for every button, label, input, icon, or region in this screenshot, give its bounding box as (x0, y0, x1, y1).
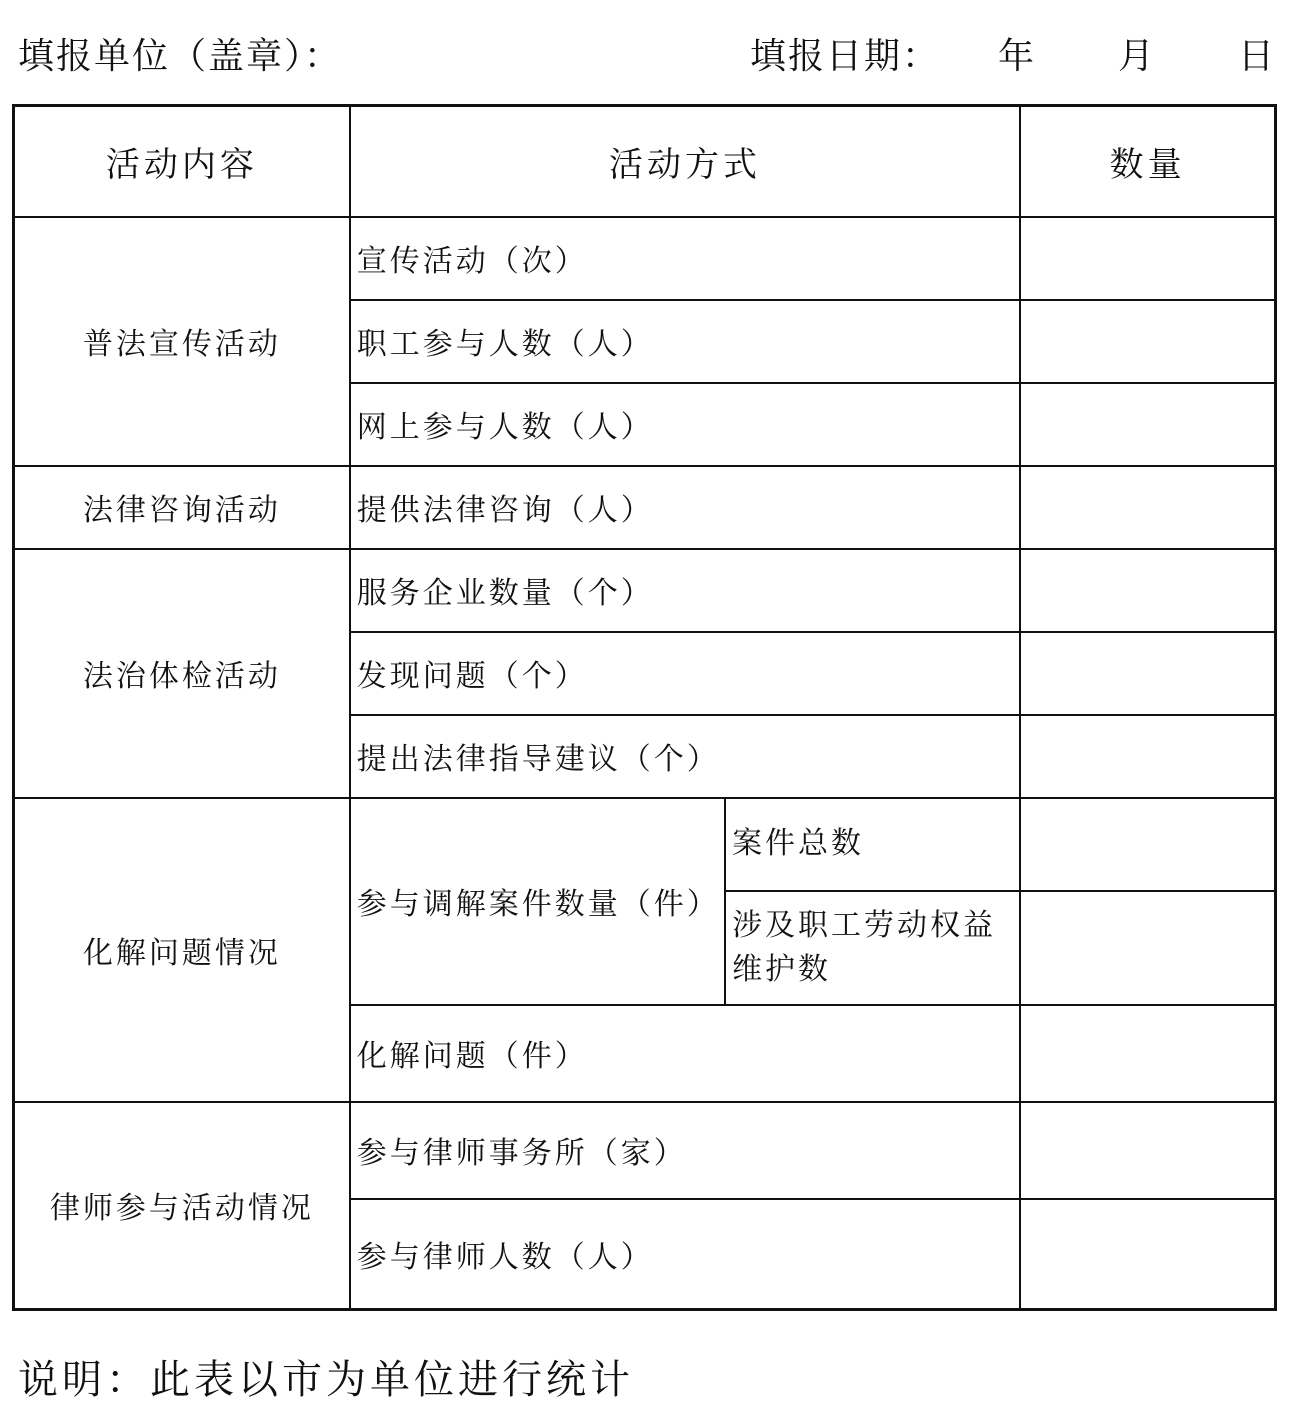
sub-method-cell: 案件总数 (725, 798, 1020, 891)
category-cell: 法律咨询活动 (14, 466, 350, 549)
quantity-cell[interactable] (1020, 1102, 1275, 1199)
quantity-cell[interactable] (1020, 1005, 1275, 1102)
category-cell: 律师参与活动情况 (14, 1102, 350, 1310)
table-row (14, 549, 1276, 632)
header-activity-content: 活动内容 (14, 106, 350, 217)
mediation-method-cell: 参与调解案件数量（件） (350, 798, 725, 1005)
quantity-cell[interactable] (1020, 549, 1275, 632)
day-label: 日 (1238, 36, 1275, 77)
quantity-cell[interactable] (1020, 1199, 1275, 1310)
header-activity-method: 活动方式 (350, 106, 1021, 217)
table-row (14, 1102, 1276, 1199)
footer-note: 说明：此表以市为单位进行统计 (18, 1357, 634, 1403)
quantity-cell[interactable] (1020, 632, 1275, 715)
year-label: 年 (998, 36, 1035, 77)
method-cell: 服务企业数量（个） (350, 549, 1021, 632)
method-cell: 参与律师人数（人） (350, 1199, 1021, 1310)
category-cell: 化解问题情况 (14, 798, 350, 1102)
method-cell: 提供法律咨询（人） (350, 466, 1021, 549)
method-cell: 职工参与人数（人） (350, 300, 1021, 383)
fill-unit-label: 填报单位（盖章）： (18, 36, 343, 77)
quantity-cell[interactable] (1020, 300, 1275, 383)
category-cell: 法治体检活动 (14, 549, 350, 798)
table-row (14, 798, 1276, 891)
method-cell: 网上参与人数（人） (350, 383, 1021, 466)
fill-date-label: 填报日期： (750, 36, 941, 77)
header-quantity: 数量 (1020, 106, 1275, 217)
sub-method-cell: 涉及职工劳动权益维护数 (725, 891, 1020, 1005)
statistics-table (12, 104, 1277, 1311)
table-header-row (14, 106, 1276, 217)
quantity-cell[interactable] (1020, 715, 1275, 798)
method-cell: 参与律师事务所（家） (350, 1102, 1021, 1199)
table-row (14, 217, 1276, 300)
method-cell: 发现问题（个） (350, 632, 1021, 715)
method-cell: 提出法律指导建议（个） (350, 715, 1021, 798)
method-cell: 化解问题（件） (350, 1005, 1021, 1102)
method-cell: 宣传活动（次） (350, 217, 1021, 300)
month-label: 月 (1118, 36, 1155, 77)
quantity-cell[interactable] (1020, 466, 1275, 549)
form-header (18, 28, 1280, 78)
quantity-cell[interactable] (1020, 798, 1275, 891)
category-cell: 普法宣传活动 (14, 217, 350, 466)
quantity-cell[interactable] (1020, 383, 1275, 466)
quantity-cell[interactable] (1020, 891, 1275, 1005)
table-row (14, 466, 1276, 549)
quantity-cell[interactable] (1020, 217, 1275, 300)
